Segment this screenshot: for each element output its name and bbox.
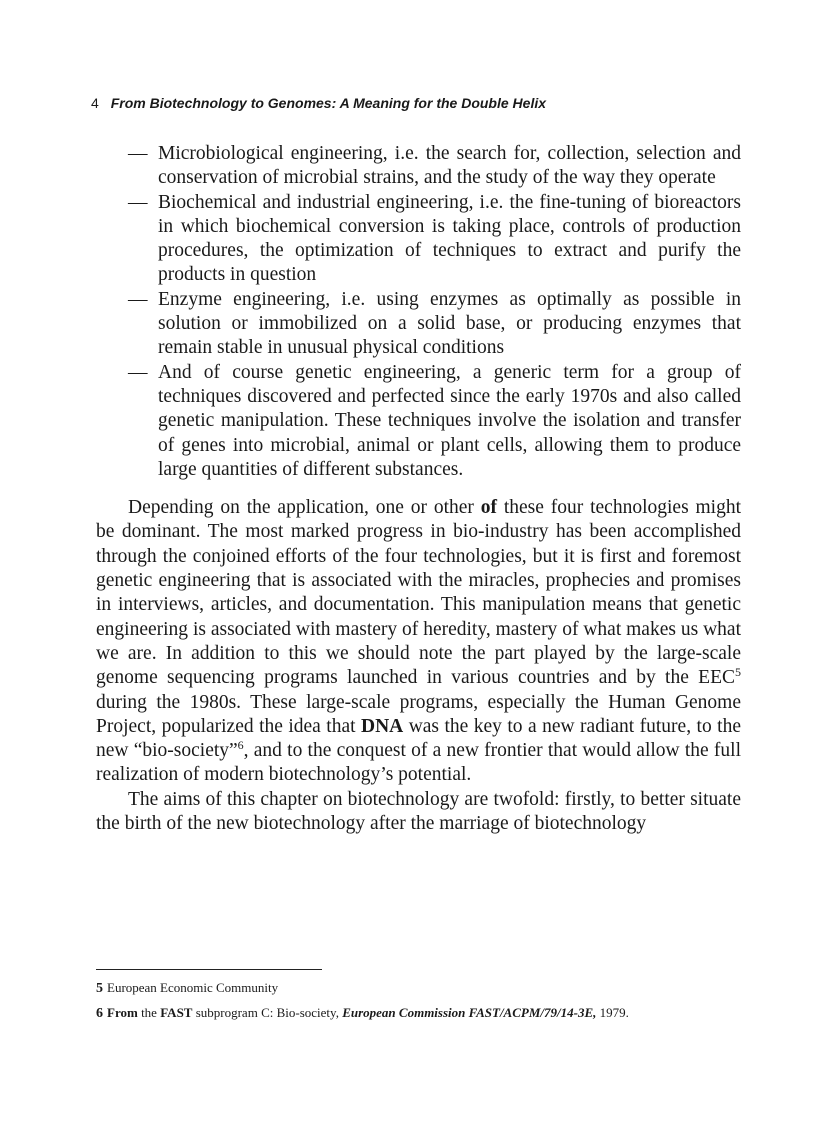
footnote-divider — [96, 969, 322, 970]
footnote-text: 1979. — [596, 1005, 629, 1020]
footnote-5 — [96, 978, 756, 999]
list-item-text: And of course genetic engineering, a generic term for a group of techniques discovered and perfected since the early 1970s and also called genetic manipulation. These techniques involve the isolation and transfer of genes into microbial, animal or plant cells, allowing them to produce large quantities of different substances. — [158, 361, 741, 480]
list-item-text: Enzyme engineering, i.e. using enzymes as optimally as possible in solution or immobilized on a solid base, or producing enzymes that remain stable in unusual physical conditions — [158, 288, 741, 359]
paragraph: The aims of this chapter on biotechnology are twofold: firstly, to better situate the birth of the new biotechnology after the marriage of biotechnology — [96, 788, 741, 835]
text-run: was the key to a new radiant future, to the new “bio-society” — [96, 715, 741, 762]
footnotes — [96, 978, 756, 1028]
footnote-text: the — [137, 1005, 161, 1020]
list-item — [96, 288, 741, 361]
bold-text: DNA — [360, 715, 404, 737]
dash-bullet: — — [128, 361, 148, 383]
footnote-text: European Economic Community — [107, 980, 279, 995]
text-run: Depending on the application, one or other — [128, 497, 481, 519]
footnote-6 — [96, 1003, 756, 1024]
running-header — [91, 93, 751, 113]
list-item — [96, 361, 741, 482]
dash-bullet: — — [128, 191, 148, 213]
footnote-text: subprogram C: Bio-society, — [192, 1005, 343, 1020]
list-item-text: Microbiological engineering, i.e. the search for, collection, selection and conservation of microbial strains, and the study of the way they operate — [158, 143, 741, 189]
technology-list — [96, 142, 741, 482]
page-number: 4 — [91, 95, 99, 111]
footnote-ref-6[interactable]: 6 — [237, 738, 244, 753]
text-run: these four technologies might be dominant. The most marked progress in bio-industry has been accomplished through the conjoined efforts of the four technologies, but it is first and foremost genetic engineering that is associated with the miracles, prophecies and promises in interviews, articles, and documentation. This manipulation means that genetic engineering is associated with mastery of heredity, mastery of what makes us what we are. In addition to this we should note the part played by the large-scale genome sequencing programs launched in various countries and by the EEC — [96, 497, 741, 689]
bold-text: of — [480, 497, 498, 519]
footnote-number: 6 — [96, 1006, 103, 1021]
footnote-text: FAST — [160, 1005, 193, 1020]
list-item — [96, 191, 741, 288]
list-item-text: Biochemical and industrial engineering, i.e. the fine-tuning of bioreactors in which biochemical conversion is taking place, controls of production procedures, the optimization of techniques to extract and purify the products in question — [158, 191, 741, 286]
body-text — [96, 142, 741, 836]
footnote-source: European Commission FAST/ACPM/79/14-3E, — [342, 1005, 597, 1020]
list-item — [96, 142, 741, 191]
dash-bullet: — — [128, 288, 148, 310]
dash-bullet: — — [128, 143, 148, 164]
text-run: during the 1980s. These large-scale programs, especially the Human Genome Project, popularized the idea that — [96, 691, 741, 737]
running-title: From Biotechnology to Genomes: A Meaning for the Double Helix — [110, 95, 547, 111]
paragraph — [96, 496, 741, 788]
text-run: , and to the conquest of a new frontier that would allow the full realization of modern biotechnology’s potential. — [96, 740, 741, 786]
footnote-number: 5 — [96, 981, 103, 996]
footnote-text: From — [107, 1005, 138, 1020]
footnote-ref-5[interactable]: 5 — [735, 665, 741, 680]
